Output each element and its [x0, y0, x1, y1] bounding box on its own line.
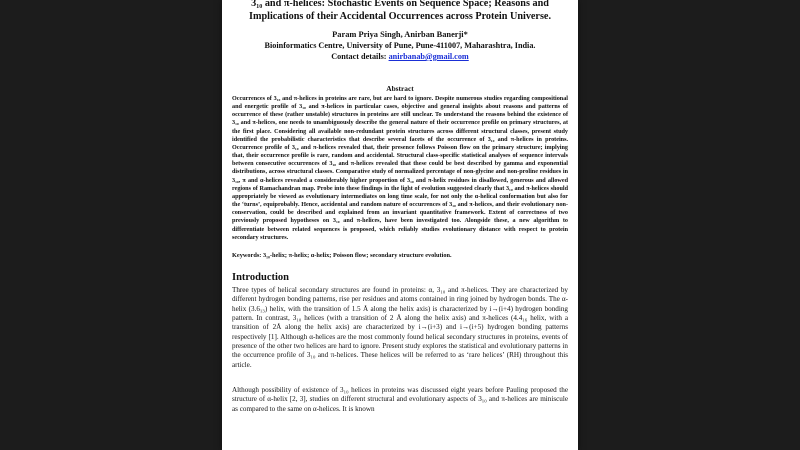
- affiliation: Bioinformatics Centre, University of Pune, Pune-411007, Maharashtra, India.: [264, 41, 536, 50]
- contact-details: [232, 51, 568, 62]
- contact-label: Contact details:: [331, 52, 387, 61]
- abstract-text: Occurrences of 3₁₀ and π-helices in proteins are rare, but are hard to ignore. Despite numerous studies regarding compositional and energetic profile of 3₁₀ and π-helices in particular cases, objective and general insights about reasons and patterns of occurrence of these (rather unstable) structures in proteins are still unclear. To understand the reasons behind the existence of 3₁₀ and π-helices, one needs to unambiguously describe the general nature of their occurrence profile on primary structures, at the first place. Considering all available non-redundant protein structures across different structural classes, present study identified the probabilistic characteristics that describe several facets of the occurrence of 3₁₀ and π-helices in proteins. Occurrence profile of 3₁₀ and π-helices revealed that, their presence follows Poisson flow on the primary structure; implying that, their occurrence profile is rare, random and accidental. Structural class-specific statistical analyses of sequence intervals between consecutive occurrences of 3₁₀ and π-helices revealed that these could be best described by gamma and exponential distributions, across structural classes. Comparative study of normalized percentage of non-glycine and non-proline residues in 3₁₀, π and α-helices revealed a considerably higher proportion of 3₁₀ and π-helix residues in disallowed, generous and allowed regions of Ramachandran map. Probe into these findings in the light of evolution suggested clearly that 3₁₀ and π-helices should appropriately be viewed as evolutionary intermediates on long time scale, for not only the α-helical conformation but also for the ‘turns’, equiprobably. Hence, accidental and random nature of occurrences of 3₁₀ and π-helices, and their evolutionary non-conservation, could be described and explained from an invariant quantitative framework. Extent of correctness of two previously proposed hypotheses on 3₁₀ and π-helices, have been investigated too. Alongside these, a new algorithm to differentiate between related sequences is proposed, which reliably studies evolutionary distance with respect to protein secondary structures.: [232, 96, 568, 241]
- page-content: [232, 0, 568, 414]
- author-list: Param Priya Singh, Anirban Banerji*: [332, 30, 468, 39]
- contact-email-link[interactable]: anirbanab@gmail.com: [388, 52, 469, 61]
- title-line-1: 3₁₀ and π-helices: Stochastic Events on Sequence Space; Reasons and: [251, 0, 549, 9]
- keywords: Keywords: 3₁₀-helix; π-helix; α-helix; Poisson flow; secondary structure evolution.: [232, 251, 452, 259]
- document-page: [222, 0, 578, 450]
- introduction-heading: Introduction: [232, 271, 289, 283]
- abstract-heading: Abstract: [386, 84, 414, 93]
- intro-paragraph-1: Three types of helical secondary structures are found in proteins: α, 3₁₀ and π-helices. They are characterized by different hydrogen bonding patterns, rise per residues and atoms contained in ring joined by hydrogen bonds. The α-helix (3.6₁₃) helix, with the transition of 1.5 Å along the helix axis) is characterized by i→(i+4) hydrogen bonding pattern. In contrast, 3₁₀ helices (with a transition of 2 Å along the helix axis) and π-helices (4.4₁₆ helix, with a transition of 2Å along the helix axis) are characterized by i→(i+3) and i→(i+5) hydrogen bonding patterns respectively [1]. Although α-helices are the most commonly found helical secondary structures in proteins, events of presence of the other two helices are hard to ignore. Present study explores the statistical and evolutionary patterns in the occurrence profile of 3₁₀ and π-helices. These helices will be referred to as ‘rare helices’ (RH) throughout this article.: [232, 285, 568, 369]
- title-line-2: Implications of their Accidental Occurrences across Protein Universe.: [249, 11, 551, 22]
- intro-paragraph-2: Although possibility of existence of 3₁₀ helices in proteins was discussed eight years before Pauling proposed the structure of α-helix [2, 3], studies on different structural and evolutionary aspects of 3₁₀ and π-helices are miniscule as compared to the same on α-helices. It is known: [232, 385, 568, 413]
- paper-title: [232, 0, 568, 23]
